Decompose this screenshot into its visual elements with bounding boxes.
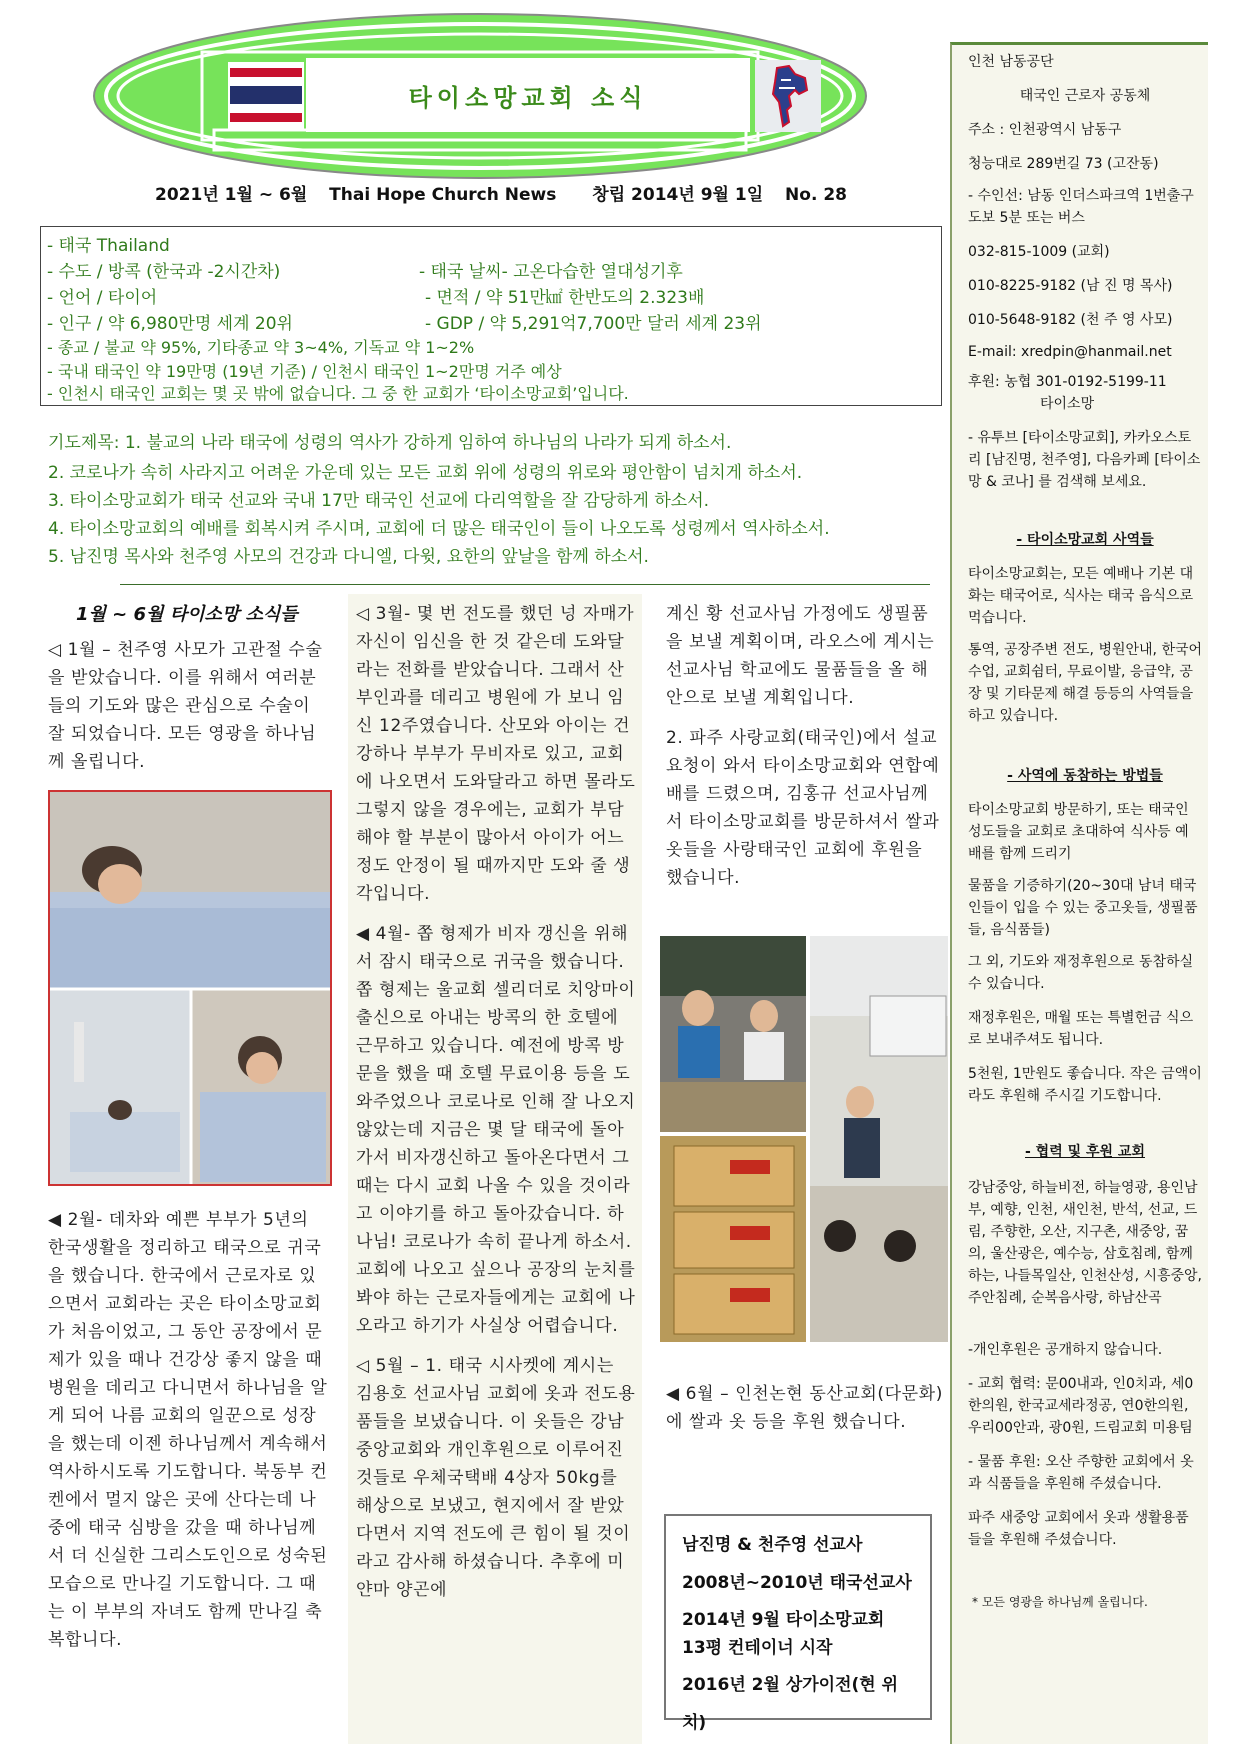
sidebar-phone: 010-8225-9182 (남 진 명 목사) bbox=[968, 278, 1173, 294]
news-column-3-bottom bbox=[666, 1380, 944, 1448]
thailand-map-icon bbox=[755, 60, 821, 132]
sidebar-heading-partners: - 협력 및 후원 교회 bbox=[1025, 1144, 1145, 1160]
prayer-item: 기도제목: 1. 불교의 나라 태국에 성령의 역사가 강하게 임하여 하나님의 나라가 되게 하소서. bbox=[48, 433, 732, 453]
sidebar-text: 5천원, 1만원도 좋습니다. 작은 금액이라도 후원해 주시길 기도합니다. bbox=[968, 1066, 1202, 1104]
sidebar-heading-ministries: - 타이소망교회 사역들 bbox=[1016, 532, 1154, 548]
news-may-continued: 계신 황 선교사님 가정에도 생필품을 보낼 계획이며, 라오스에 계시는 선교사님 학교에도 물품들을 올 해 안으로 보낼 계획입니다. bbox=[666, 604, 935, 708]
info-religion: - 종교 / 불교 약 95%, 기타종교 약 3~4%, 기독교 약 1~2% bbox=[47, 338, 475, 357]
info-population: - 인구 / 약 6,980만명 세계 20위 bbox=[47, 314, 293, 334]
issue-period: 2021년 1월 ~ 6월 bbox=[155, 185, 308, 205]
news-column-3-top bbox=[666, 600, 944, 904]
sidebar-bank-name: 타이소망 bbox=[1040, 396, 1095, 412]
sidebar-text: 통역, 공장주변 전도, 병원안내, 한국어수업, 교회쉼터, 무료이발, 응급약, 공장 및 기타문제 해결 등등의 사역들을 하고 있습니다. bbox=[968, 642, 1203, 724]
info-area: - 면적 / 약 51만㎢ 한반도의 2.323배 bbox=[425, 288, 705, 308]
info-residents: - 국내 태국인 약 19만명 (19년 기준) / 인천시 태국인 1~2만명 거주 예상 bbox=[47, 362, 562, 381]
news-column-1-bottom bbox=[48, 1206, 330, 1666]
info-churches: - 인천시 태국인 교회는 몇 곳 밖에 없습니다. 그 중 한 교회가 ‘타이소망교회’입니다. bbox=[47, 384, 629, 403]
prayer-item: 2. 코로나가 속히 사라지고 어려운 가운데 있는 모든 교회 위에 성령의 위로와 평안함이 넘치게 하소서. bbox=[48, 463, 803, 483]
news-may-second: 2. 파주 사랑교회(태국인)에서 설교 요청이 와서 타이소망교회와 연합예배를 드렸으며, 김홍규 선교사님께서 타이소망교회를 방문하셔서 쌀과 옷들을 사랑태국인 교회에 후원을 했습니다. bbox=[666, 728, 940, 888]
issue-line bbox=[155, 180, 863, 205]
thai-flag-icon bbox=[228, 62, 304, 130]
sidebar-text: - 교회 협력: 문00내과, 인0치과, 세0한의원, 한국교세라정공, 연0한의원, 우리00안과, 광0원, 드림교회 미용팀 bbox=[968, 1376, 1194, 1436]
sidebar-text: 파주 새중앙 교회에서 옷과 생활용품들을 후원해 주셨습니다. bbox=[968, 1510, 1189, 1548]
sidebar-text: 그 외, 기도와 재정후원으로 동참하실 수 있습니다. bbox=[968, 954, 1194, 992]
news-column-1-top bbox=[48, 636, 330, 788]
bio-line: 13평 컨테이너 시작 bbox=[682, 1638, 833, 1658]
founded-date: 창립 2014년 9월 1일 bbox=[592, 185, 764, 205]
newsletter-title: 타이소망교회 소식 bbox=[408, 83, 648, 112]
news-section-title: 1월 ~ 6월 타이소망 소식들 bbox=[76, 604, 298, 625]
sidebar-route: - 수인선: 남동 인더스파크역 1번출구 도보 5분 또는 버스 bbox=[968, 188, 1194, 226]
prayer-item: 5. 남진명 목사와 천주영 사모의 건강과 다니엘, 다윗, 요한의 앞날을 함께 하소서. bbox=[48, 547, 649, 567]
news-february: ◀ 2월- 데차와 예쁜 부부가 5년의 한국생활을 정리하고 태국으로 귀국을 했습니다. 한국에서 근로자로 있으면서 교회라는 곳은 타이소망교회가 처음이었고, 그 동안 공장에서 문제가 있을 때나 건강상 좋지 않을 때 병원을 데리고 다니면서 하나님을 알게 되어 나름 교회의 일꾼으로 성장을 했는데 이젠 하나님께서 계속해서 역사하시도록 기도합니다. 북동부 컨켄에서 멀지 않은 곳에 산다는데 나중에 태국 심방을 갔을 때 하나님께서 더 신실한 그리스도인으로 성숙된 모습으로 만나길 기도합니다. 그 때는 이 부부의 자녀도 함께 만나길 축복합니다. bbox=[48, 1210, 328, 1650]
info-country: - 태국 Thailand bbox=[47, 236, 170, 256]
sidebar-glory: * 모든 영광을 하나님께 올립니다. bbox=[972, 1595, 1148, 1609]
sidebar-social: - 유투브 [타이소망교회], 카카오스토리 [남진명, 천주영], 다음카페 [타이소망 & 코나] 를 검색해 보세요. bbox=[968, 430, 1201, 490]
prayer-item: 3. 타이소망교회가 태국 선교와 국내 17만 태국인 선교에 다리역할을 잘 감당하게 하소서. bbox=[48, 491, 710, 511]
sidebar-address: 주소 : 인천광역시 남동구 bbox=[968, 122, 1122, 138]
sidebar-heading-participate: - 사역에 동참하는 방법들 bbox=[1007, 768, 1163, 784]
sidebar-text: 타이소망교회 방문하기, 또는 태국인 성도들을 교회로 초대하여 식사등 예배를 함께 드리기 bbox=[968, 802, 1189, 862]
news-march: ◁ 3월- 몇 번 전도를 했던 넝 자매가 자신이 임신을 한 것 같은데 도와달라는 전화를 받았습니다. 그래서 산부인과를 데리고 병원에 가 보니 임신 12주였습니다. 산모와 아이는 건강하나 부부가 무비자로 있고, 교회에 나오면서 도와달라고 하면 몰라도 그렇지 않을 경우에는, 교회가 부담해야 할 부분이 많아서 아이가 어느 정도 안정이 될 때까지만 도와 줄 생각입니다. bbox=[356, 604, 636, 904]
info-weather: - 태국 날씨- 고온다습한 열대성기후 bbox=[419, 262, 683, 282]
sidebar-phone: 010-5648-9182 (천 주 영 사모) bbox=[968, 312, 1173, 328]
news-april: ◀ 4월- 쫍 형제가 비자 갱신을 위해서 잠시 태국으로 귀국을 했습니다. 쫍 형제는 울교회 셀리더로 치앙마이 출신으로 아내는 방콕의 한 호텔에 근무하고 있습니다. 예전에 방콕 방문을 했을 때 호텔 무료이용 등을 도와주었으나 코로나로 인해 잘 나오지 않았는데 지금은 몇 달 태국에 돌아가서 비자갱신하고 돌아온다면서 그 때는 다시 교회 나올 수 있을 것이라고 이야기를 하고 돌아갔습니다. 하나님! 코로나가 속히 끝나게 하소서. 교회에 나오고 싶으나 공장의 눈치를 봐야 하는 근로자들에게는 교회에 나오라고 하기가 사실상 어렵습니다. bbox=[356, 924, 636, 1336]
info-language: - 언어 / 타이어 bbox=[47, 288, 158, 308]
country-info-box bbox=[40, 226, 942, 406]
sidebar-partner-list: 강남중앙, 하늘비전, 하늘영광, 용인남부, 예향, 인천, 새인천, 반석, 선교, 드림, 주향한, 오산, 지구촌, 새중앙, 꿈의, 울산광은, 예수능, 삼호침례, 함께하는, 나들목일산, 인천산성, 시흥중앙, 주안침례, 순복음사랑, 하남산곡 bbox=[968, 1180, 1203, 1306]
info-gdp: - GDP / 약 5,291억7,700만 달러 세계 23위 bbox=[425, 314, 762, 334]
sidebar-text: 타이소망교회는, 모든 예배나 기본 대화는 태국어로, 식사는 태국 음식으로 먹습니다. bbox=[968, 566, 1194, 626]
sidebar-text: 재정후원은, 매월 또는 특별헌금 식으로 보내주셔도 됩니다. bbox=[968, 1010, 1194, 1048]
title-box bbox=[306, 58, 750, 132]
bio-line: 2014년 9월 타이소망교회 bbox=[682, 1610, 885, 1630]
bio-line: 남진명 & 천주영 선교사 bbox=[682, 1535, 863, 1555]
sidebar-text: -개인후원은 공개하지 않습니다. bbox=[968, 1342, 1163, 1358]
news-january: ◁ 1월 – 천주영 사모가 고관절 수술을 받았습니다. 이를 위해서 여러분들의 기도와 많은 관심으로 수술이 잘 되었습니다. 모든 영광을 하나님께 올립니다. bbox=[48, 640, 323, 772]
sidebar-email[interactable]: E-mail: xredpin@hanmail.net bbox=[968, 344, 1172, 360]
ministry-photo-collage bbox=[660, 936, 948, 1342]
news-column-2 bbox=[356, 600, 636, 1616]
info-capital: - 수도 / 방콕 (한국과 -2시간차) bbox=[47, 262, 281, 282]
news-may: ◁ 5월 – 1. 태국 시사켓에 계시는 김용호 선교사님 교회에 옷과 전도용품들을 보냈습니다. 이 옷들은 강남중앙교회와 개인후원으로 이루어진 것들로 우체국택배 4상자 50kg를 해상으로 보냈고, 현지에서 잘 받았다면서 지역 전도에 큰 힘이 될 것이라고 감사해 하셨습니다. 추후에 미얀마 양곤에 bbox=[356, 1356, 636, 1600]
issue-name: Thai Hope Church News bbox=[329, 185, 557, 205]
sidebar-phone: 032-815-1009 (교회) bbox=[968, 244, 1110, 260]
issue-number: No. 28 bbox=[785, 185, 847, 205]
bio-line: 2016년 2월 상가이전(현 위치) bbox=[682, 1675, 899, 1733]
bio-line: 2008년~2010년 태국선교사 bbox=[682, 1573, 912, 1593]
sidebar-org: 태국인 근로자 공동체 bbox=[1019, 88, 1151, 104]
missionary-bio-box bbox=[664, 1514, 932, 1733]
news-june: ◀ 6월 – 인천논현 동산교회(다문화)에 쌀과 옷 등을 후원 했습니다. bbox=[666, 1384, 943, 1432]
sidebar-org: 인천 남동공단 bbox=[968, 54, 1054, 70]
sidebar-address: 청능대로 289번길 73 (고잔동) bbox=[968, 156, 1159, 172]
section-divider bbox=[120, 584, 930, 585]
hospital-photo-collage bbox=[48, 790, 332, 1186]
prayer-item: 4. 타이소망교회의 예배를 회복시켜 주시며, 교회에 더 많은 태국인이 들이 나오도록 성령께서 역사하소서. bbox=[48, 519, 830, 539]
sidebar-text: 물품을 기증하기(20~30대 남녀 태국인들이 입을 수 있는 중고옷들, 생필품들, 음식품들) bbox=[968, 878, 1198, 938]
sidebar bbox=[950, 42, 1208, 1744]
header-banner bbox=[92, 12, 868, 180]
sidebar-text: - 물품 후원: 오산 주향한 교회에서 옷과 식품들을 후원해 주셨습니다. bbox=[968, 1454, 1194, 1492]
sidebar-bank: 후원: 농협 301-0192-5199-11 bbox=[968, 374, 1167, 390]
